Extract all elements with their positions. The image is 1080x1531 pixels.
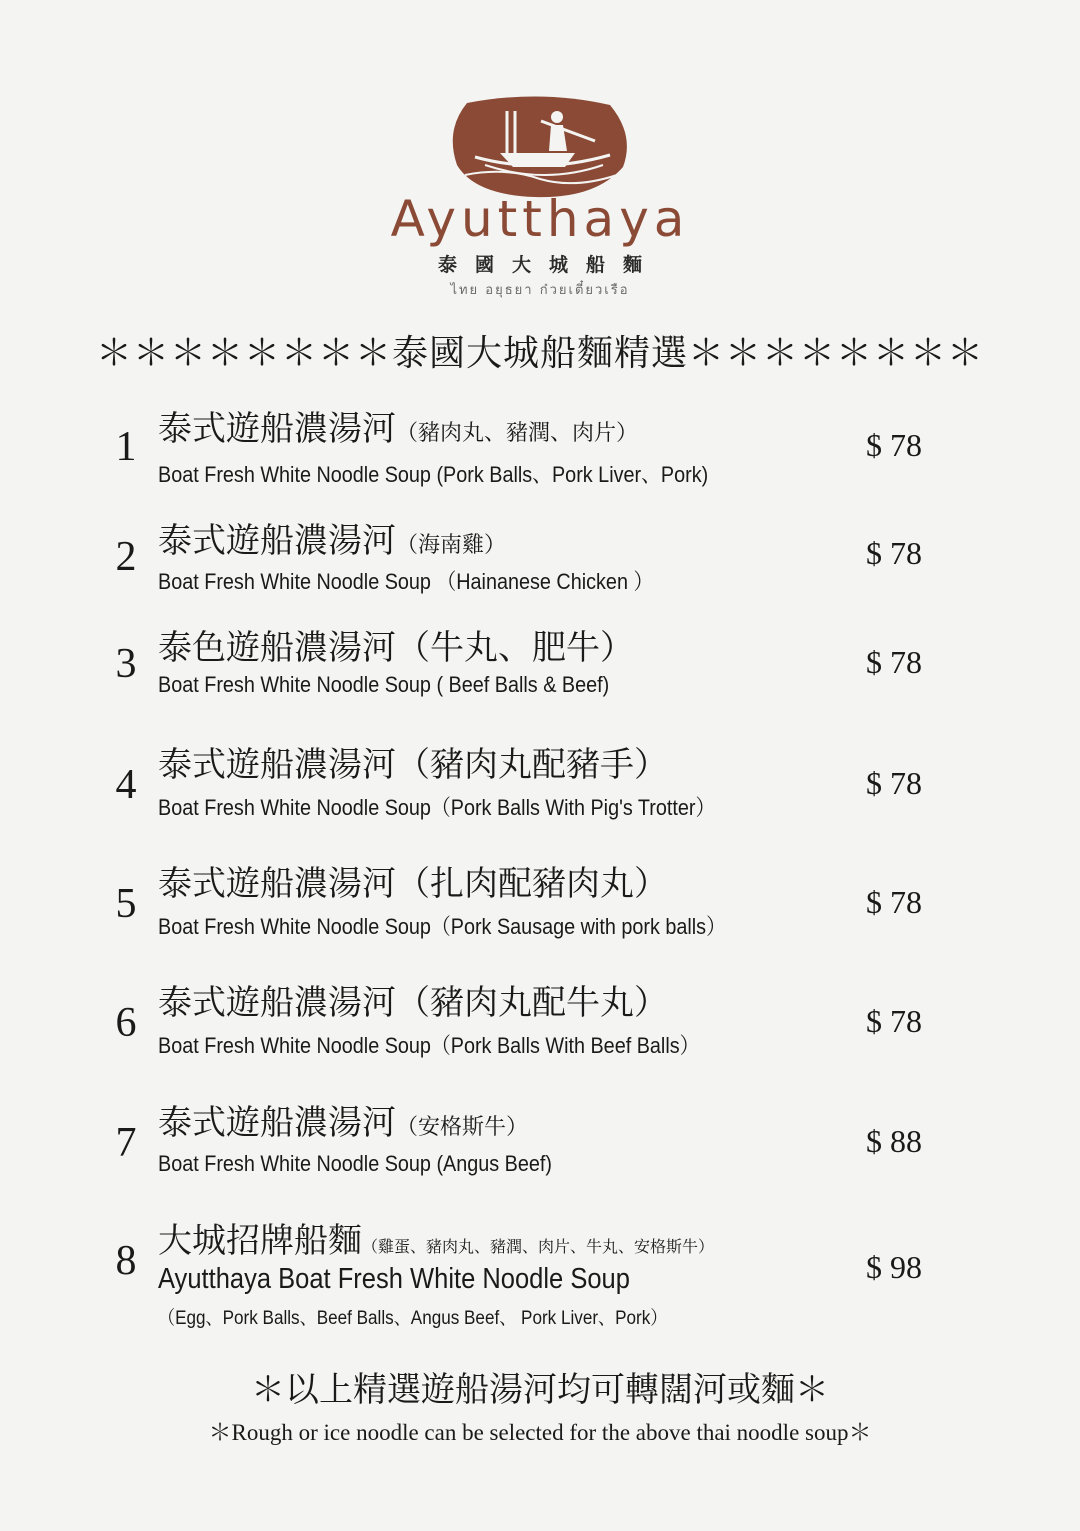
item-note-chinese: （雞蛋、豬肉丸、豬潤、肉片、牛丸、安格斯牛） [362,1237,715,1256]
item-name-chinese [158,1213,714,1262]
brand-name-chinese: 泰國大城船麵 [437,254,660,276]
section-title: ＊＊＊＊＊＊＊＊泰國大城船麵精選＊＊＊＊＊＊＊＊ [95,333,984,373]
item-number: 6 [115,1000,137,1046]
item-name-cn-text: 泰式遊船濃湯河 [158,864,396,904]
item-name-english: Boat Fresh White Noodle Soup（Pork Balls With Beef Balls） [158,1033,700,1058]
item-number: 5 [115,881,137,927]
item-note-chinese: （扎肉配豬肉丸） [396,864,668,904]
item-price: $ 78 [866,884,922,920]
item-price: $ 78 [866,535,922,571]
item-number: 7 [115,1120,137,1166]
item-note-chinese: （安格斯牛） [396,1115,529,1140]
item-name-cn-text: 泰式遊船濃湯河 [158,409,396,449]
item-note-chinese: （豬肉丸配豬手） [396,745,668,785]
item-number: 2 [115,534,137,580]
item-name-english: Boat Fresh White Noodle Soup (Pork Balls、Pork Liver、Pork) [158,462,709,487]
item-name-chinese [158,737,668,786]
item-number: 3 [115,641,137,687]
item-name-chinese [158,620,634,669]
brand-name-thai: ไทย อยุธยา ก๋วยเตี๋ยวเรือ [450,283,630,298]
item-number: 1 [115,424,137,470]
item-name-cn-text: 泰式遊船濃湯河 [158,983,396,1023]
footer-note-english: ＊Rough or ice noodle can be selected for the above thai noodle soup＊ [208,1420,872,1445]
item-name-cn-text: 泰色遊船濃湯河 [158,628,396,668]
brand-name: Ayutthaya [390,190,690,248]
item-name-chinese [158,975,668,1024]
item-note-chinese: （豬肉丸配牛丸） [396,983,668,1023]
item-name-english: Boat Fresh White Noodle Soup（Pork Balls With Pig's Trotter） [158,795,716,820]
item-name-cn-text: 大城招牌船麵 [158,1221,362,1261]
boat-rower-icon [445,95,635,200]
item-price: $ 78 [866,765,922,801]
item-price: $ 98 [866,1249,922,1285]
item-number: 8 [115,1238,137,1284]
item-note-chinese: （豬肉丸、豬潤、肉片） [396,421,639,446]
item-name-chinese [158,513,506,562]
item-ingredients-english: （Egg、Pork Balls、Beef Balls、Angus Beef、 Pork Liver、Pork） [158,1308,668,1329]
item-name-cn-text: 泰式遊船濃湯河 [158,1103,396,1143]
item-name-english: Boat Fresh White Noodle Soup ( Beef Balls & Beef) [158,672,610,697]
item-name-chinese [158,1095,528,1144]
item-name-english: Boat Fresh White Noodle Soup （Hainanese Chicken ） [158,569,654,594]
item-name-english: Boat Fresh White Noodle Soup（Pork Sausage with pork balls） [158,914,726,939]
item-price: $ 78 [866,1003,922,1039]
item-note-chinese: （海南雞） [396,533,507,558]
item-name-english: Boat Fresh White Noodle Soup (Angus Beef) [158,1151,553,1176]
item-name-cn-text: 泰式遊船濃湯河 [158,745,396,785]
restaurant-logo [0,95,1080,300]
item-number: 4 [115,762,137,808]
item-note-chinese: （牛丸、肥牛） [396,628,634,668]
item-name-chinese [158,401,638,450]
item-name-english: Ayutthaya Boat Fresh White Noodle Soup [158,1263,630,1295]
item-price: $ 78 [866,644,922,680]
item-price: $ 88 [866,1123,922,1159]
item-name-cn-text: 泰式遊船濃湯河 [158,521,396,561]
footer-note-chinese: ＊以上精選遊船湯河均可轉闊河或麵＊ [251,1370,829,1410]
item-name-chinese [158,856,668,905]
item-price: $ 78 [866,427,922,463]
